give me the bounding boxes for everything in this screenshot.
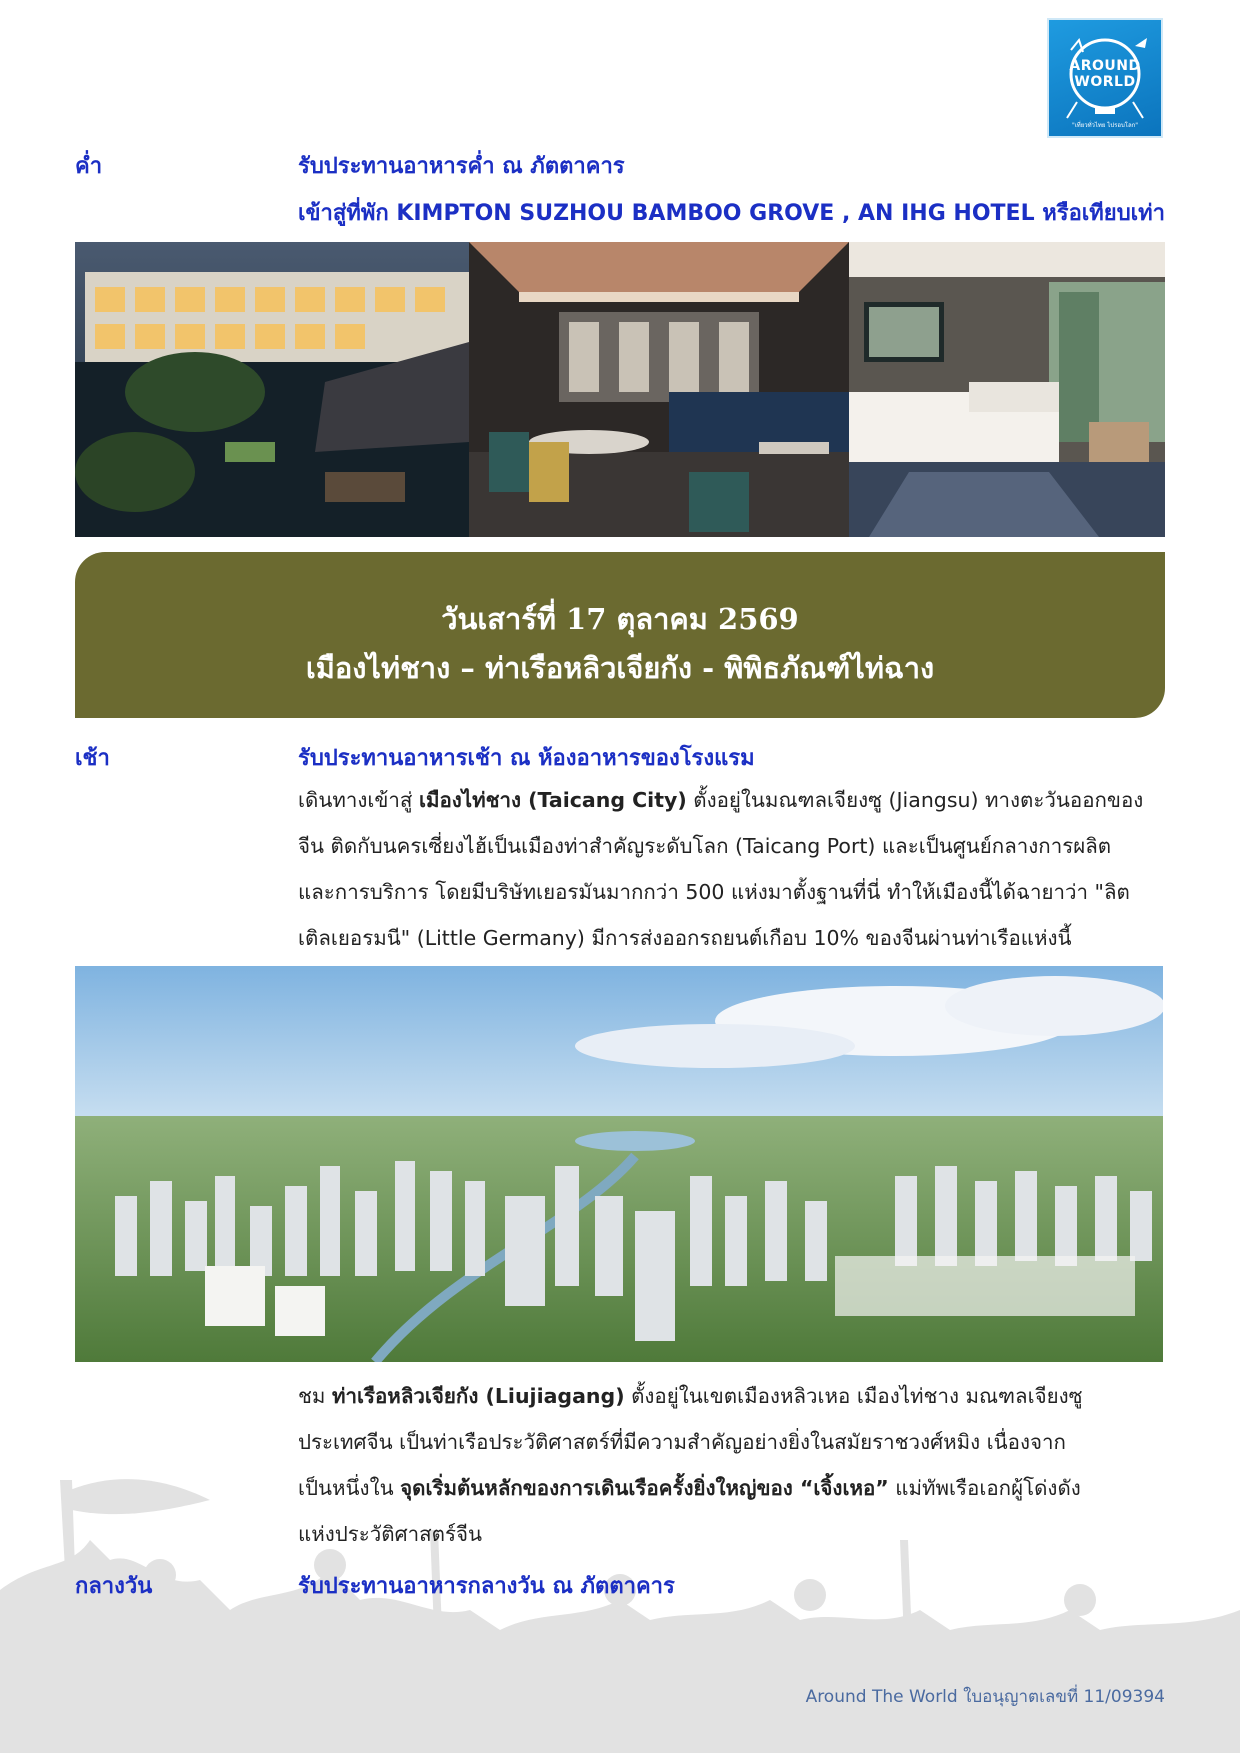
liujiagang-pre: ชม xyxy=(298,1384,332,1408)
taicang-city-aerial-photo xyxy=(75,966,1163,1362)
taicang-line-1 xyxy=(298,777,1168,823)
liujiagang-line-4: แห่งประวัติศาสตร์จีน xyxy=(298,1522,482,1546)
breakfast-line: รับประทานอาหารเช้า ณ ห้องอาหารของโรงแรม xyxy=(298,746,755,771)
taicang-city-bold: เมืองไท่ชาง (Taicang City) xyxy=(418,788,687,812)
day-route: เมืองไท่ชาง – ท่าเรือหลิวเจียกัง - พิพิธภัณฑ์ไท่ฉาง xyxy=(305,651,935,685)
lunch-line: รับประทานอาหารกลางวัน ณ ภัตตาคาร xyxy=(298,1574,675,1599)
taicang-rest-1: ตั้งอยู่ในมณฑลเจียงซู (Jiangsu) ทางตะวันออกของ xyxy=(686,788,1144,812)
taicang-pre: เดินทางเข้าสู่ xyxy=(298,788,419,812)
taicang-line-2: จีน ติดกับนครเซี่ยงไฮ้เป็นเมืองท่าสำคัญระดับโลก (Taicang Port) และเป็นศูนย์กลางการผลิต xyxy=(298,834,1112,858)
dinner-label: ค่ำ xyxy=(75,154,103,179)
logo-word-world: WORLD xyxy=(1074,74,1136,90)
footer-license: Around The World ใบอนุญาตเลขที่ 11/09394 xyxy=(805,1687,1165,1707)
liujiagang-line-2: ประเทศจีน เป็นท่าเรือประวัติศาสตร์ที่มีความสำคัญอย่างยิ่งในสมัยราชวงศ์หมิง เนื่องจาก xyxy=(298,1430,1066,1454)
zheng-he-voyage-bold: จุดเริ่มต้นหลักของการเดินเรือครั้งยิ่งใหญ่ของ “เจิ้งเหอ” xyxy=(400,1476,889,1500)
liujiagang-line-3-rest: แม่ทัพเรือเอกผู้โด่งดัง xyxy=(888,1476,1081,1500)
company-logo xyxy=(1047,18,1163,138)
breakfast-label: เช้า xyxy=(75,746,110,771)
hotel-bedroom-photo xyxy=(849,242,1165,537)
lunch-label: กลางวัน xyxy=(75,1574,153,1599)
liujiagang-bold: ท่าเรือหลิวเจียกัง (Liujiagang) xyxy=(331,1384,625,1408)
logo-word-around: AROUND xyxy=(1069,58,1141,74)
dinner-line-2: เข้าสู่ที่พัก KIMPTON SUZHOU BAMBOO GROVE , AN IHG HOTEL หรือเทียบเท่า xyxy=(298,201,1166,226)
taicang-line-3: และการบริการ โดยมีบริษัทเยอรมันมากกว่า 500 แห่งมาตั้งฐานที่นี่ ทำให้เมืองนี้ได้ฉายาว่า "ลิต xyxy=(298,880,1130,904)
hotel-restaurant-photo xyxy=(469,242,849,537)
hotel-exterior-photo xyxy=(75,242,469,537)
taicang-paragraph xyxy=(298,777,1168,961)
dinner-line-1: รับประทานอาหารค่ำ ณ ภัตตาคาร xyxy=(298,154,625,179)
liujiagang-paragraph xyxy=(298,1373,1168,1557)
day-header-banner xyxy=(75,552,1165,718)
day-date: วันเสาร์ที่ 17 ตุลาคม 2569 xyxy=(441,602,799,636)
logo-tagline: "เที่ยวทั่วไทย ไปรอบโลก" xyxy=(1071,122,1139,129)
liujiagang-line-3 xyxy=(298,1465,1168,1511)
liujiagang-rest-1: ตั้งอยู่ในเขตเมืองหลิวเหอ เมืองไท่ชาง มณฑลเจียงซู xyxy=(624,1384,1083,1408)
taicang-line-4: เติลเยอรมนี" (Little Germany) มีการส่งออกรถยนต์เกือบ 10% ของจีนผ่านท่าเรือแห่งนี้ xyxy=(298,926,1072,950)
liujiagang-line-3-pre: เป็นหนึ่งใน xyxy=(298,1476,401,1500)
liujiagang-line-1 xyxy=(298,1373,1168,1419)
